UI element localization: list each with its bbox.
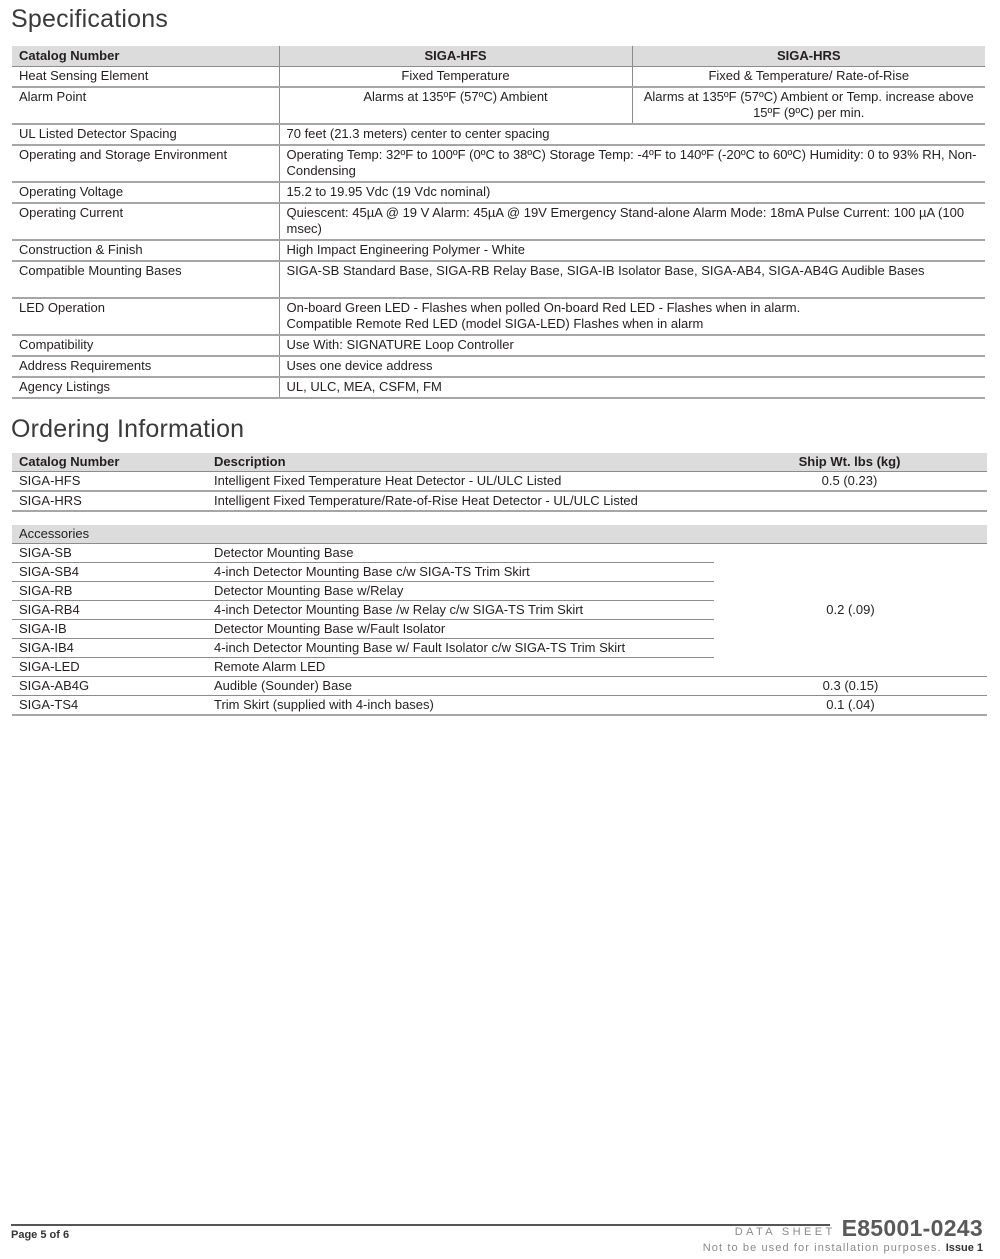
catalog-number: SIGA-AB4G [12, 677, 207, 696]
ordering-row [12, 472, 987, 492]
spec-label: Heat Sensing Element [19, 68, 149, 83]
spec-value: Uses one device address [279, 356, 985, 377]
ordering-header-ship-weight: Ship Wt. lbs (kg) [712, 453, 987, 472]
spec-value: 15.2 to 19.95 Vdc (19 Vdc nominal) [279, 182, 985, 203]
ordering-table [12, 453, 987, 512]
ship-weight: 0.5 (0.23) [821, 473, 878, 488]
ordering-information-title: Ordering Information [11, 415, 245, 443]
spec-label: Alarm Point [19, 89, 87, 104]
ordering-header-row [12, 453, 987, 472]
spec-label: Operating Voltage [19, 184, 124, 199]
description: Detector Mounting Base [207, 544, 714, 563]
catalog-number: SIGA-RB4 [12, 601, 207, 620]
accessory-row [12, 677, 987, 696]
spec-label: Operating Current [19, 205, 124, 220]
ordering-header-catalog-number: Catalog Number [12, 453, 207, 472]
spec-row-operating-current [12, 203, 985, 240]
spec-row-operating-voltage [12, 182, 985, 203]
description: 4-inch Detector Mounting Base w/ Fault Isolator c/w SIGA-TS Trim Skirt [207, 639, 714, 658]
catalog-number: SIGA-SB4 [12, 563, 207, 582]
spec-row-agency-listings [12, 377, 985, 398]
data-sheet-label: DATA SHEET [734, 1226, 836, 1238]
ship-weight-group: 0.2 (.09) [714, 544, 987, 677]
spec-value: Operating Temp: 32ºF to 100ºF (0ºC to 38ºC) Storage Temp: -4ºF to 140ºF (-20ºC to 60ºC) Humidity: 0 to 93% RH, Non-Condensing [279, 145, 985, 182]
spec-label: Address Requirements [19, 358, 152, 373]
spec-row-address-requirements [12, 356, 985, 377]
accessories-header-row [12, 525, 987, 544]
page-number: Page 5 of 6 [11, 1229, 70, 1241]
spec-row-led-operation [12, 298, 985, 335]
spec-row-ul-listed-detector-spacing [12, 124, 985, 145]
accessory-row [12, 696, 987, 716]
description: Remote Alarm LED [207, 658, 714, 677]
spec-value: 70 feet (21.3 meters) center to center spacing [279, 124, 985, 145]
catalog-number: SIGA-HRS [19, 493, 82, 508]
spec-header-row [12, 46, 985, 67]
spec-row-alarm-point [12, 87, 985, 124]
spec-label: Agency Listings [19, 379, 111, 394]
spec-value: High Impact Engineering Polymer - White [279, 240, 985, 261]
spec-label: Compatible Mounting Bases [19, 263, 182, 278]
ship-weight: 0.3 (0.15) [714, 677, 987, 696]
ship-weight: 0.1 (.04) [714, 696, 987, 716]
ordering-row [12, 491, 987, 511]
spec-row-compatibility [12, 335, 985, 356]
installation-notice: Not to be used for installation purposes. [702, 1242, 942, 1254]
spec-row-heat-sensing-element [12, 67, 985, 88]
data-sheet-line [703, 1216, 983, 1244]
description: Detector Mounting Base w/Fault Isolator [207, 620, 714, 639]
accessory-row [12, 544, 987, 563]
spec-header-siga-hrs: SIGA-HRS [632, 46, 985, 67]
spec-label: Construction & Finish [19, 242, 143, 257]
description: 4-inch Detector Mounting Base c/w SIGA-TS Trim Skirt [207, 563, 714, 582]
description: Trim Skirt (supplied with 4-inch bases) [207, 696, 714, 716]
spec-value-hfs: Alarms at 135ºF (57ºC) Ambient [279, 87, 632, 124]
document-number: E85001-0243 [841, 1215, 983, 1241]
spec-label: UL Listed Detector Spacing [19, 126, 177, 141]
spec-value: SIGA-SB Standard Base, SIGA-RB Relay Base, SIGA-IB Isolator Base, SIGA-AB4, SIGA-AB4G Audible Bases [279, 261, 985, 298]
spec-header-siga-hfs: SIGA-HFS [279, 46, 632, 67]
spec-value-line: Compatible Remote Red LED (model SIGA-LED) Flashes when in alarm [286, 316, 704, 331]
spec-label: LED Operation [19, 300, 105, 315]
catalog-number: SIGA-IB4 [12, 639, 207, 658]
catalog-number: SIGA-RB [12, 582, 207, 601]
specifications-table [12, 46, 985, 399]
spec-value-hrs: Alarms at 135ºF (57ºC) Ambient or Temp. increase above 15ºF (9ºC) per min. [632, 87, 985, 124]
ship-weight [712, 491, 987, 511]
description: Detector Mounting Base w/Relay [207, 582, 714, 601]
catalog-number: SIGA-LED [12, 658, 207, 677]
description: Audible (Sounder) Base [207, 677, 714, 696]
footer-document-info [703, 1216, 983, 1255]
notice-line [703, 1242, 983, 1255]
spec-value-hfs: Fixed Temperature [279, 67, 632, 88]
accessories-header: Accessories [12, 525, 987, 544]
spec-value: Use With: SIGNATURE Loop Controller [279, 335, 985, 356]
spec-value: UL, ULC, MEA, CSFM, FM [279, 377, 985, 398]
spec-label: Compatibility [19, 337, 94, 352]
spec-value-line: On-board Green LED - Flashes when polled On-board Red LED - Flashes when in alarm. [286, 300, 801, 315]
spec-value-hrs: Fixed & Temperature/ Rate-of-Rise [632, 67, 985, 88]
description: 4-inch Detector Mounting Base /w Relay c/w SIGA-TS Trim Skirt [207, 601, 714, 620]
catalog-number: SIGA-SB [12, 544, 207, 563]
catalog-number: SIGA-IB [12, 620, 207, 639]
catalog-number: SIGA-TS4 [12, 696, 207, 716]
spec-value: Quiescent: 45µA @ 19 V Alarm: 45µA @ 19V Emergency Stand-alone Alarm Mode: 18mA Pulse Current: 100 µA (100 msec) [279, 203, 985, 240]
spec-row-construction-finish [12, 240, 985, 261]
spec-label: Operating and Storage Environment [19, 147, 228, 162]
spec-row-operating-storage-environment [12, 145, 985, 182]
issue-number: Issue 1 [945, 1242, 983, 1254]
description: Intelligent Fixed Temperature/Rate-of-Rise Heat Detector - UL/ULC Listed [214, 493, 638, 508]
catalog-number: SIGA-HFS [19, 473, 81, 488]
accessories-table [12, 525, 987, 716]
ordering-header-description: Description [207, 453, 712, 472]
description: Intelligent Fixed Temperature Heat Detector - UL/ULC Listed [214, 473, 562, 488]
spec-value [279, 298, 985, 335]
spec-row-compatible-mounting-bases [12, 261, 985, 298]
spec-header-catalog-number: Catalog Number [12, 46, 279, 67]
specifications-title: Specifications [11, 5, 169, 33]
